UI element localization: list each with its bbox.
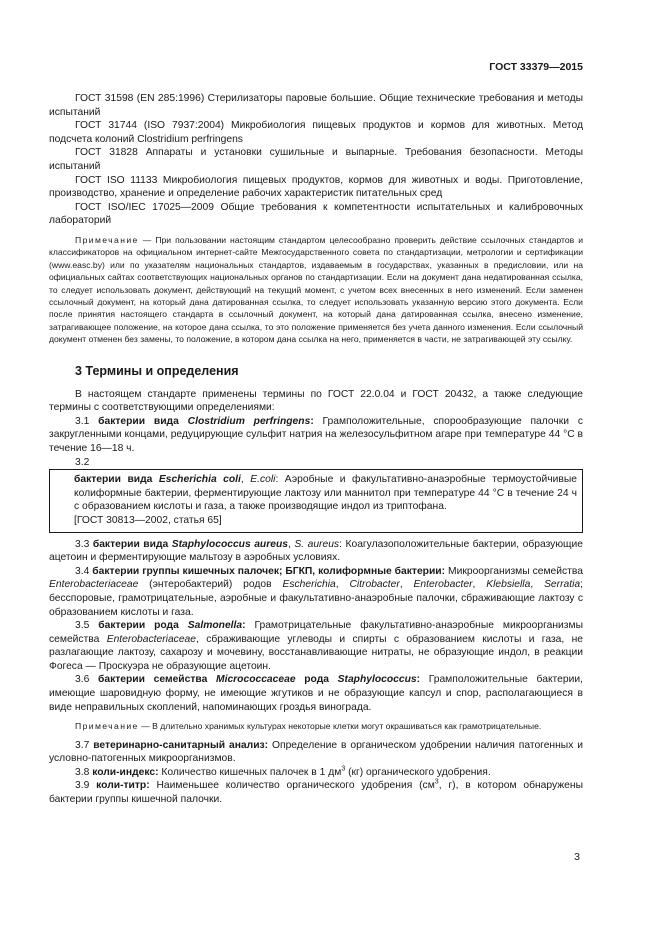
term-3-2-number: 3.2 xyxy=(75,456,90,468)
term-3-4: 3.4 бактерии группы кишечных палочек; БГКП, колиформные бактерии: Микроорганизмы семейства Enterobacteriaceae (энтеробактерий) родов Escherichia, Citrobacter, Enterobacter, Klebsiella, Serratia; бесспоровые, грамотрицательные, аэробные и факультативно-анаэробные палочки, сбраживающие лактозу с образованием кислоты и газа. xyxy=(49,565,583,618)
ref-gost-iso-11133: ГОСТ ISO 11133 Микробиология пищевых продуктов, кормов для животных и воды. Приготовление, производство, хранение и определение рабочих характеристик питательных сред xyxy=(49,174,583,200)
note-text: — В длительно хранимых культурах некоторые клетки могут окрашиваться как грамотрицательные. xyxy=(138,721,542,732)
term-3-8: 3.8 коли-индекс: Количество кишечных палочек в 1 $дм^3$ (кг) органического удобрения. xyxy=(75,765,491,778)
term-3-2: бактерии вида Escherichia coli, E.coli: Аэробные и факультативно-анаэробные термоустойчивые колиформные бактерии, ферментирующие лактозу или маннитол при температуре 44 °С в течение 24 ч с образованием кислоты и газа, а также производящие индол из триптофана. xyxy=(74,474,577,513)
ref-gost-31828: ГОСТ 31828 Аппараты и установки сушильные и выпарные. Требования безопасности. Методы испытаний xyxy=(49,147,583,172)
ref-gost-31598: ГОСТ 31598 (EN 285:1996) Стерилизаторы паровые большие. Общие технические требования и методы испытаний xyxy=(49,93,583,118)
note-gram-staining xyxy=(49,720,583,732)
ref-gost-31744: ГОСТ 31744 (ISO 7937:2004) Микробиология пищевых продуктов и кормов для животных. Метод подсчета колоний Clostridium perfringens xyxy=(49,120,583,145)
term-3-6: 3.6 бактерии семейства Micrococcaceae рода Staphylococcus: Грамположительные бактерии, имеющие шаровидную форму, не имеющие жгутиков и не образующие капсул и спор, располагающиеся в виде неправильных скоплений, напоминающих гроздья винограда. xyxy=(49,674,583,713)
term-3-5: 3.5 бактерии рода Salmonella: Грамотрицательные факультативно-анаэробные микроорганизмы семейства Enterobacteriaceae, сбраживающие углеводы и спирты с образованием кислоты и газа, не разлагающие лактозу, сахарозу и мочевину, восстанавливающие нитраты, не образующие индол, в реакции Фогеса — Проскуэра не образующие ацетоин. xyxy=(49,620,583,672)
section-intro: В настоящем стандарте применены термины по ГОСТ 22.0.04 и ГОСТ 20432, а также следующие термины с соответствующими определениями: xyxy=(49,388,583,414)
term-3-2-box xyxy=(49,469,583,532)
page-number: 3 xyxy=(574,851,580,863)
note-label: Примечание xyxy=(75,721,139,732)
note-references xyxy=(49,234,583,346)
term-3-2-source: [ГОСТ 30813—2002, статья 65] xyxy=(74,514,222,526)
term-3-3: 3.3 бактерии вида Staphylococcus aureus, S. aureus: Коагулазоположительные бактерии, образующие ацетоин и ферментирующие мальтозу в аэробных условиях. xyxy=(49,538,583,564)
note-label: Примечание xyxy=(75,234,139,245)
term-3-1: 3.1 бактерии вида Clostridium perfringens: Грамположительные, спорообразующие палочки с закругленными концами, редуцирующие сульфит натрия на железосульфитном агаре при температуре 44 °С в течение 16—18 ч. xyxy=(49,415,583,454)
ref-gost-iso-iec-17025: ГОСТ ISO/IEC 17025—2009 Общие требования к компетентности испытательных и калибровочных лабораторий xyxy=(49,201,583,227)
standard-header: ГОСТ 33379—2015 xyxy=(489,61,583,73)
section-title: 3 Термины и определения xyxy=(75,363,239,378)
page-content xyxy=(49,92,583,807)
note-text: — При пользовании настоящим стандартом целесообразно проверить действие ссылочных стандартов и классификаторов на официальном интернет-сайте Межгосударственного совета по стандартизации, метрологии и сертификации (www.easc.by) или по указателям национальных стандартов, издаваемым в государствах, указанных в предисловии, или на официальных сайтах соответствующих национальных органов по стандартизации. Если на документ дана недатированная ссылка, то следует использовать документ, действующий на текущий момент, с учетом всех внесенных в него изменений. Если заменен ссылочный документ, на который дана датированная ссылка, то следует использовать указанную версию этого документа. Если после принятия настоящего стандарта в ссылочный документ, на который дана датированная ссылка, внесено изменение, затрагивающее положение, на которое дана ссылка, то это положение применяется без учета данного изменения. Если ссылочный документ отменен без замены, то положение, в котором дана ссылка на него, применяется в части, не затрагивающей эту ссылку. xyxy=(49,234,583,345)
term-3-7: 3.7 ветеринарно-санитарный анализ: Определение в органическом удобрении наличия патогенных и условно-патогенных микроорганизмов. xyxy=(49,739,583,765)
term-3-9: 3.9 коли-титр: Наименьшее количество органического удобрения ($см^3$, г), в котором обнаружены бактерии группы кишечной палочки. xyxy=(49,779,583,806)
